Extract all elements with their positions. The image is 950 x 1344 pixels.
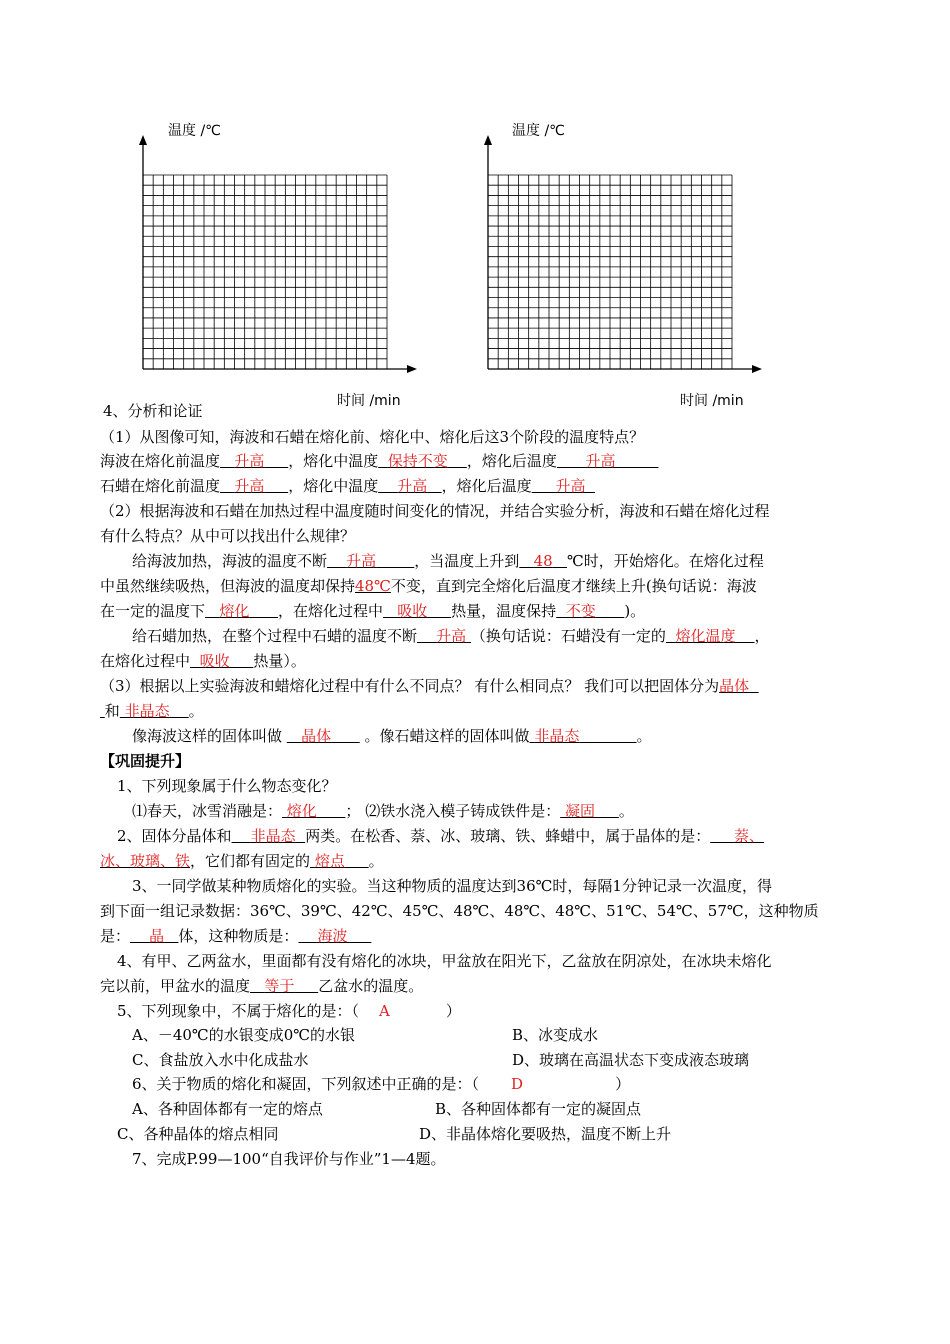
e3-line1: 3、一同学做某种物质熔化的实验。当这种物质的温度达到36℃时，每隔1分钟记录一次温度，得 [132, 877, 772, 895]
e4-line2: 完以前，甲盆水的温度 等于 乙盆水的温度。 [100, 977, 424, 995]
e6-question: 6、关于物质的熔化和凝固，下列叙述中正确的是：（ D ） [132, 1075, 631, 1093]
p4: 给石蜡加热，在整个过程中石蜡的温度不断 升高 （换句话说：石蜡没有一定的 熔化温度 ， [132, 627, 770, 645]
graph1-ylabel: 温度 /℃ [168, 123, 221, 139]
e3-line2: 到下面一组记录数据：36℃、39℃、42℃、45℃、48℃、48℃、48℃、51℃、54℃、57℃，这种物质 [100, 902, 819, 920]
answer: 升高 [585, 452, 616, 470]
p1: 给海波加热，海波的温度不断 升高 ，当温度上升到 48 ℃时，开始熔化。在熔化过程 [132, 552, 764, 570]
graph2-xlabel: 时间 /min [680, 393, 744, 409]
answer: 升高 [397, 477, 428, 495]
graph2-ylabel: 温度 /℃ [512, 123, 565, 139]
e1: 1、下列现象属于什么物态变化？ [117, 777, 337, 795]
p6: 像海波这样的固体叫做 晶体 。像石蜡这样的固体叫做 非晶态 。 [132, 727, 652, 745]
graph2-grid [470, 135, 770, 405]
q2-line2: 有什么特点？从中可以找出什么规律？ [100, 527, 356, 545]
graph1-grid [125, 135, 425, 405]
p2: 中虽然继续吸热，但海波的温度却保持48℃不变，直到完全熔化后温度才继续上升(换句话说：海波 [100, 577, 757, 595]
answer: 升高 [234, 477, 265, 495]
q1: （1）从图像可知，海波和石蜡在熔化前、熔化中、熔化后这3个阶段的温度特点？ [100, 428, 645, 446]
haibo-line: 海波在熔化前温度 升高 ，熔化中温度 保持不变 ，熔化后温度 升高 [100, 452, 616, 470]
p5: 在熔化过程中 吸收 热量）。 [100, 652, 306, 670]
section4-title: 4、分析和论证 [103, 402, 203, 420]
e6-optD: D、非晶体熔化要吸热，温度不断上升 [419, 1125, 672, 1143]
e2: 2、固体分晶体和 非晶态 两类。在松香、萘、冰、玻璃、铁、蜂蜡中，属于晶体的是： 萘、 [117, 827, 765, 845]
e5-optC: C、食盐放入水中化成盐水 [132, 1051, 309, 1069]
e1-answers: ⑴春天，冰雪消融是： 熔化 ； ⑵铁水浇入模子铸成铁件是： 凝固 。 [132, 802, 634, 820]
e7: 7、完成P.99—100“自我评价与作业”1—4题。 [132, 1150, 446, 1168]
q3: （3）根据以上实验海波和蜡熔化过程中有什么不同点？ 有什么相同点？ 我们可以把固体分为晶体 [100, 677, 750, 695]
p3: 在一定的温度下 熔化 ，在熔化过程中 吸收 热量，温度保持 不变 )。 [100, 602, 646, 620]
shila-line: 石蜡在熔化前温度 升高 ，熔化中温度 升高 ，熔化后温度 升高 [100, 477, 586, 495]
e6-optB: B、各种固体都有一定的凝固点 [435, 1100, 642, 1118]
e5-question: 5、下列现象中，不属于熔化的是：（ A ） [117, 1002, 461, 1020]
e4-line1: 4、有甲、乙两盆水，里面都有没有熔化的冰块，甲盆放在阳光下，乙盆放在阴凉处，在冰块未熔化 [117, 952, 772, 970]
e6-optA: A、各种固体都有一定的熔点 [132, 1100, 323, 1118]
e5-optA: A、－40℃的水银变成0℃的水银 [132, 1026, 356, 1044]
answer: 保持不变 [387, 452, 448, 470]
e6-optC: C、各种晶体的熔点相同 [117, 1125, 279, 1143]
answer: 升高 [555, 477, 586, 495]
q3-cont: 和 非晶态 。 [104, 702, 204, 720]
e5-optD: D、玻璃在高温状态下变成液态玻璃 [512, 1051, 750, 1069]
q2-line1: （2）根据海波和石蜡在加热过程中温度随时间变化的情况，并结合实验分析，海波和石蜡在熔化过程 [100, 502, 770, 520]
e2-cont: 冰、玻璃、铁，它们都有固定的 熔点 。 [100, 852, 384, 870]
e5-optB: B、冰变成水 [512, 1026, 599, 1044]
graph1-xlabel: 时间 /min [337, 393, 401, 409]
answer: 升高 [234, 452, 265, 470]
consolidate-title: 【巩固提升】 [100, 752, 191, 770]
e3-line3: 是： 晶 体，这种物质是： 海波 [100, 927, 348, 945]
